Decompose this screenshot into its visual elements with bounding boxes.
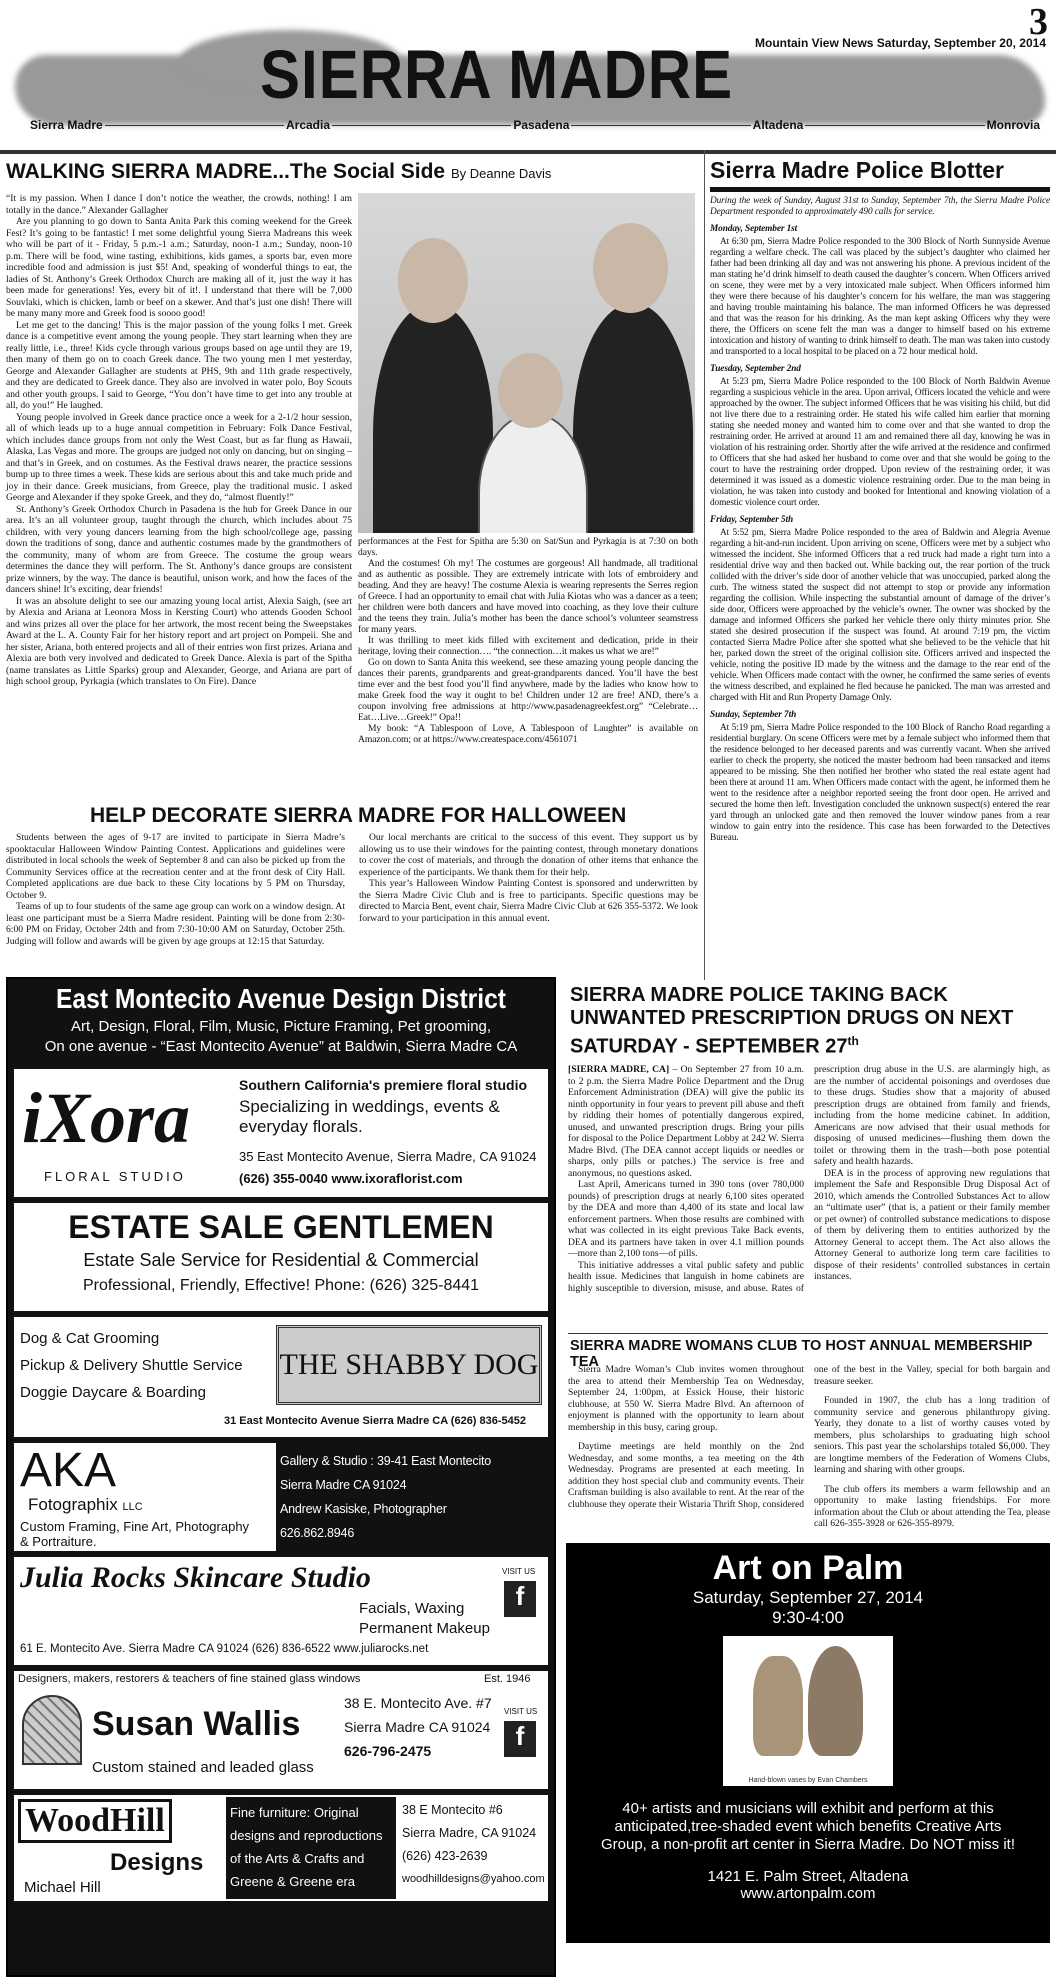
- visit-us-label: VISIT US: [502, 1567, 536, 1576]
- woodhill-ad: [14, 1795, 548, 1901]
- divider: [568, 1333, 1048, 1334]
- julia-logo: Julia Rocks Skincare Studio: [20, 1561, 371, 1594]
- paragraph: Founded in 1907, the club has a long tradition of community service and generous philanthropy giving. Yearly, they donate to a list of worthy causes voted by members, plus scholarships to graduating high school seniors. This past year the scholarships totaled $6,000. They are longtime members of the Federation of Womens Clubs, learning and sharing with other groups.: [814, 1395, 1050, 1475]
- paragraph: Our local merchants are critical to the success of this event. They support us by allowing us to use their windows for the painting contest, through monetary donations to cover the cost of materials, and through the donation of other items that enhance the experience of the participants. We thank them for their help.: [359, 832, 698, 878]
- paragraph: Daytime meetings are held monthly on the 2nd Wednesday, and some months, a tea meeting on the 4th Wednesday. Programs are presented at each meeting. In addition they host special club and community events. Their Craftsman building is also available to rent. At the rear of the clubhouse they operate their Wistaria Thrift Shop, considered one of the best in the Valley, special for both bargain and treasure seeker.: [568, 1364, 1050, 1510]
- womens-club-headline: SIERRA MADRE WOMANS CLUB TO HOST ANNUAL MEMBERSHIP TEA: [570, 1338, 1033, 1370]
- ad-line: Sierra Madre CA 91024: [280, 1478, 407, 1492]
- paragraph: – On September 27 from 10 a.m. to 2 p.m. the Sierra Madre Police Department and the Drug Enforcement Administration (DEA) will give the public its ninth opportunity in four years to prevent pill abuse and theft by ridding their homes of potentially dangerous expired, unused, and unwanted prescription drugs. Bring your pills for disposal to the Police Department Lobby at 242 W. Sierra Madre Blvd. (The DEA cannot accept liquids or needles or sharps, only pills or patches.) The service is free and anonymous, no questions asked.: [568, 1064, 805, 1179]
- ixora-sub: FLORAL STUDIO: [44, 1169, 186, 1184]
- ad-line: designs and reproductions: [230, 1828, 383, 1843]
- city: Monrovia: [986, 118, 1040, 132]
- city-line: [30, 118, 1040, 132]
- ad-line: Greene & Greene era: [230, 1874, 356, 1889]
- estate-sale-ad: [14, 1203, 548, 1311]
- blotter-entry: At 5:19 pm, Sierra Madre Police responded to the 100 Block of Rancho Road regarding a residential burglary. On scene Officers were met by a female subject who informed them that the residence belonged to her deceased parents and was currently vacant. When she arrived earlier to check the property, she noticed the master bedroom had been ransacked and items appeared to be missing. She then notified her brother who stated the real estate agent had been there at around 11 am. When Officers made contact with the agent, he informed them he went to the residence after a neighbor reported seeing the front door open. He arrived and secured the home then left. Investigation concluded the unknown suspect(s) entered the rear yard through an unlocked gate and then removed the louver window panes from a rear window to gain entry into the residence. This case has been forwarded to the Detectives Bureau.: [710, 723, 1050, 843]
- art-address: 1421 E. Palm Street, Altadena: [707, 1868, 909, 1885]
- ad-line: & Portraiture.: [20, 1534, 97, 1549]
- ad-line: 626-796-2475: [344, 1743, 432, 1759]
- facebook-icon[interactable]: f: [504, 1721, 536, 1757]
- ad-line: 626.862.8946: [280, 1526, 355, 1540]
- blotter-date: Friday, September 5th: [710, 515, 794, 525]
- ixora-ad: [14, 1069, 548, 1197]
- ad-line: Facials, Waxing: [359, 1600, 465, 1617]
- aka-logo: AKA: [20, 1444, 117, 1497]
- paragraph: Are you planning to go down to Santa Anita Park this coming weekend for the Greek Fest? It’s going to be fantastic! I met some delightful young Sierra Madreans this week who will be part of it - Friday, 5 p.m.-1 a.m.; Saturday, noon-1 a.m.; Sunday, noon-10 p.m. There will be food, wine tasting, exhibitions, kids games, a sports bar, even more incredible food and admission is just $5! And, speaking of wonderful things to eat, the ladies of St. Anthony’s Greek Orthodox Church are making all of it, just the way it has been made for generations! Yes, every bit of it!. I understand that there will be 7,000 Souvlaki, which is chicken, lamb or beef on a skewer. And that’s just one dish! There will be many many more and Greek food is soooo good!: [6, 216, 352, 319]
- ad-line: Permanent Makeup: [359, 1620, 490, 1637]
- ad-line: Custom Framing, Fine Art, Photography: [20, 1519, 250, 1534]
- masthead: [0, 0, 1056, 165]
- womens-club-body: [568, 1364, 1050, 1530]
- ad-line: Estate Sale Service for Residential & Commercial: [83, 1250, 479, 1270]
- district-line: On one avenue - “East Montecito Avenue” at Baldwin, Sierra Madre CA: [44, 1038, 518, 1055]
- paragraph: “It is my passion. When I dance I don’t notice the weather, the crowds, nothing! I am totally in the dance.” Alexander Gallagher: [6, 193, 352, 216]
- blotter-entry: At 5:23 pm, Sierra Madre Police responded to the 100 Block of North Baldwin Avenue regarding a suspicious vehicle in the area. Upon arrival, Officers located the vehicle and were approached by the owner. The subject informed Officers that he was visiting his child, but did not live there due to a restraining order. He stated his wife called him earlier that morning stating she needed money and wanted him to come over and that she wanted to drop the restraining order. He arrived at around 11 am and remained there all day, knowing he was in violation of his restraining order. Shortly after the wife arrived at the residence and confirmed to Officers that she had asked her husband to come over and that she would be going to the court to have the restraining order dropped. Upon review of the restraining order, it was determined it was issued as a domestic violence restraining order. Due to the man being in violation, he was taken into custody and booked for Intentional and knowing violation of a domestic violence court order.: [710, 377, 1050, 508]
- byline: By Deanne Davis: [450, 166, 552, 181]
- stained-glass-icon: [22, 1695, 82, 1765]
- city: Sierra Madre: [30, 118, 103, 132]
- paragraph: It was an absolute delight to see our amazing young local artist, Alexia Saigh, (see art by Alexia and Ariana at Leonora Moss in Kersting Court) who attends Gooden School and wins prizes all over the place for her artwork, the most recent being the Sweepstakes Award at the L. A. County Fair for her history report and art project on Pompeii. She and her sister, Ariana, both entered projects and all of their entries won first prizes. Ariana and Alexia are both very involved and dedicated to Greek Dance. Alexia is part of the Spitha (name translates as Little Sparks) group and Alexander, George, and Ariana are part of high school group, Pyrkagia (which translates to On Fire). Dance: [6, 595, 352, 687]
- masthead-rule: [0, 150, 1056, 154]
- ad-line: Dog & Cat Grooming: [20, 1330, 160, 1347]
- aka-fotographix-ad: [14, 1443, 548, 1551]
- paragraph: And the costumes! Oh my! The costumes are gorgeous! All handmade, all traditional and as authentic as possible. They are extremely intricate with lots of embroidery and beading. And they are heavy! The costume Alexia is wearing represents the Serres region of Greece. I had an opportunity to email chat with Julia Kiotas who was a dancer as a teen; her children were both dancers and have moved into coaching, as they love their culture and the teens they train. Julia’s mother has been the dance school’s volunteer seamstress for many years.: [358, 558, 698, 635]
- wallis-name: Susan Wallis: [92, 1705, 301, 1743]
- art-url-link[interactable]: www.artonpalm.com: [740, 1885, 876, 1902]
- ad-line: Fine furniture: Original: [230, 1805, 359, 1820]
- column-divider: [704, 150, 705, 980]
- ad-line: Michael Hill: [24, 1879, 101, 1896]
- district-line: Art, Design, Floral, Film, Music, Picture Framing, Pet grooming,: [70, 1018, 492, 1035]
- dateline: Mountain View News Saturday, September 20, 2014: [755, 36, 1046, 50]
- ad-line: (626) 355-0040 www.ixoraflorist.com: [239, 1171, 463, 1186]
- paragraph: performances at the Fest for Spitha are 5:30 on Sat/Sun and Pyrkagia is at 7:30 on both days.: [358, 536, 698, 558]
- shabby-dog-logo: THE SHABBY DOG: [276, 1325, 542, 1405]
- ad-line: Est. 1946: [484, 1673, 531, 1685]
- paragraph: Sierra Madre Woman’s Club invites women throughout the area to attend their Membership Tea on Wednesday, September 24, 1:00pm, at Essick House, their historic clubhouse, at 550 W. Sierra Madre Blvd. An afternoon of enjoyment is planned with the opportunity to learn about membership in this busy, caring group.: [568, 1364, 804, 1433]
- ixora-logo: iXora: [22, 1078, 191, 1158]
- blotter-date: Monday, September 1st: [710, 224, 798, 234]
- paragraph: St. Anthony’s Greek Orthodox Church in Pasadena is the hub for Greek Dance in our area. It’s an all volunteer group, taught through the church, which includes about 75 children, with very young dancers learning from the high school/college age, passing down the traditions of song, dance and authentic costumes made by the grandmothers of the community, many of whom are from Greece. The costume the group wears determines the dance they will perform. The St. Anthony’s dance groups are consistent prize winners, by the way. The dance is beautiful, unison work, and how the faces of the dancers shine! It’s exciting, dear friends!: [6, 503, 352, 595]
- ad-line: Professional, Friendly, Effective! Phone: (626) 325-8441: [82, 1277, 480, 1294]
- paper-title: SIERRA MADRE: [260, 35, 734, 114]
- ad-line: 38 E Montecito #6: [402, 1803, 503, 1817]
- walking-headline: WALKING SIERRA MADRE...The Social Side By Deanne Davis: [6, 160, 552, 183]
- city: Altadena: [752, 118, 804, 132]
- city: Pasadena: [513, 118, 570, 132]
- ad-line: Custom stained and leaded glass: [92, 1759, 314, 1776]
- district-title: East Montecito Avenue Design District: [55, 983, 506, 1014]
- ad-line: Pickup & Delivery Shuttle Service: [20, 1357, 243, 1374]
- woodhill-logo: WoodHill: [18, 1799, 172, 1843]
- ad-line: 61 E. Montecito Ave. Sierra Madre CA 91024 (626) 836-6522 www.juliarocks.net: [20, 1643, 429, 1655]
- facebook-icon[interactable]: f: [504, 1581, 536, 1617]
- walking-body-right: [358, 536, 698, 745]
- susan-wallis-ad: [14, 1671, 548, 1789]
- dancers-photo: [358, 193, 695, 533]
- blotter-date: Tuesday, September 2nd: [710, 364, 801, 374]
- paragraph: This initiative addresses a vital public safety and public health issue. Medicines that languish in home cabinets are highly susceptible to diversion, misuse, and abuse. Rates of prescription drug abuse in the U.S. are alarmingly high, as are the number of accidental poisonings and overdoses due to these drugs. Studies show that a majority of abused prescription drugs are obtained from family and friends, including from the home medicine cabinet. In addition, Americans are now advised that their usual methods for disposing of unused medicines—flushing them down the toilet or throwing them in the trash—both pose potential safety and health hazards.: [568, 1064, 1050, 1294]
- paragraph: The club offers its members a warm fellowship and an opportunity to make lasting friendships. For more information about the Club or about attending the Tea, please call 626-355-3928 or 626-355-8979.: [814, 1483, 1050, 1529]
- ad-line: Doggie Daycare & Boarding: [20, 1384, 206, 1401]
- art-body: 40+ artists and musicians will exhibit and perform at this anticipated,tree-shaded event which benefits Creative Arts Group, a non-profit art center in Sierra Madre. Do NOT miss it!: [600, 1800, 1016, 1853]
- walking-body-left: [6, 193, 352, 688]
- blotter-entry: At 5:52 pm, Sierra Madre Police responded to the area of Baldwin and Alegria Avenue regarding a hit-and-run incident. Upon arriving on scene, Officers were met by a subject who witnessed the incident. She informed Officers that a red truck had made a right turn into a residential drive way and then backed out. While backing out, the rear portion of the truck collided with the driver’s side door of another vehicle that was unoccupied, parked along the curb. The witness stated the suspect did not attempt to stop or provide any information regarding the collision. While inspecting the substantial amount of damage of the driver’s side door, Officers were approached by the vehicle’s owner. The owner was shocked by the damage and informed Officers she parked her vehicle there only thirty minutes prior. She stated she desired prosecution if the suspect was found. At around 7:19 pm, the victim contacted Sierra Madre Police after she spotted what she believed to be the vehicle that hit her, parked down the street of the original collision site. Officers arrived and inspected the vehicle, noting the positive ID made by the witness and the damage to the rear end of the vehicle. When Officers made contact with the owner, he confirmed the same series of events the witness described, and explained he fled because he panicked. The man was arrested and charged with Hit and Run Property Damage Only.: [710, 528, 1050, 703]
- blotter-intro: During the week of Sunday, August 31st to Sunday, September 7th, the Sierra Madre Police Department responded to approximately 490 calls for service.: [710, 196, 1050, 217]
- vases-photo: [723, 1636, 893, 1786]
- blotter-headline: Sierra Madre Police Blotter: [710, 157, 1004, 183]
- paragraph: Go on down to Santa Anita this weekend, see these amazing young people dancing the dances their parents, grandparents and great-grandparents danced. You’ll have the best time ever and the best food you’ll find anywhere, made by the ladies who know how to make Greek food the way it ought to be! Children under 12 are free! AND, there’s a coupon involving free admissions at http://www.pasadenagreekfest.org” “Celebrate…Eat…Live…Greek!” Opa!!: [358, 657, 698, 723]
- ad-line: of the Arts & Crafts and: [230, 1851, 365, 1866]
- visit-us-label: VISIT US: [504, 1707, 538, 1716]
- art-time: 9:30-4:00: [772, 1608, 844, 1627]
- blotter-rule: [710, 187, 1050, 192]
- photo-caption: Hand-blown vases by Evan Chambers: [748, 1777, 868, 1784]
- ad-line: Gallery & Studio : 39-41 East Montecito: [280, 1454, 492, 1468]
- drugs-body: [568, 1064, 1050, 1294]
- blotter-date: Sunday, September 7th: [710, 710, 797, 720]
- ad-line: 31 East Montecito Avenue Sierra Madre CA (626) 836-5452: [224, 1415, 527, 1427]
- julia-rocks-ad: [14, 1557, 548, 1665]
- ad-line: Sierra Madre CA 91024: [344, 1719, 491, 1735]
- paragraph: This year’s Halloween Window Painting Contest is sponsored and underwritten by the Sierra Madre Civic Club and is free to participants. Specific questions may be directed to Marcia Bent, event chair, Sierra Madre Civic Club at 626 355-5372. We look forward to your participation in this annual event.: [359, 878, 698, 924]
- drugs-headline: SIERRA MADRE POLICE TAKING BACK UNWANTED PRESCRIPTION DRUGS ON NEXT SATURDAY - SEPTEMBER 27th: [570, 984, 1014, 1058]
- paragraph: My book: “A Tablespoon of Love, A Tablespoon of Laughter” is available on Amazon.com; or at https://www.createspace.com/4561071: [358, 723, 698, 745]
- halloween-body: [6, 832, 698, 947]
- paragraph: Last April, Americans turned in 390 tons (over 780,000 pounds) of prescription drugs at nearly 6,100 sites operated by the DEA and more than 4,400 of its state and local law enforcement partners. When those results are combined with what was collected in its eight previous Take Back events, DEA and its partners have taken in over 4.1 million pounds—more than 2,100 tons—of pills.: [568, 1179, 804, 1259]
- design-district-ad: [6, 977, 556, 1977]
- ad-line: (626) 423-2639: [402, 1849, 488, 1863]
- email-link[interactable]: woodhilldesigns@yahoo.com: [402, 1873, 545, 1885]
- blotter-entry: At 6:30 pm, Sierra Madre Police responded to the 300 Block of North Sunnyside Avenue regarding a welfare check. The call was placed by the subject’s daughter who claimed her father had been drinking all day and was not answering his phone. A previous incident of the man stating he’d drink himself to death caused the daughter’s concern. When Officers arrived on scene, they were met by a very intoxicated male subject. When Officers informed him they were there because of his daughter’s concern for his welfare, the man was staggering and having trouble maintaining his balance. The man informed Officers he was depressed and that was the reason for his drinking. As the man kept asking Officers why they were there, the Officers on scene felt the man was a danger to himself based on his extreme intoxication and history of wanting to drink himself to death. The man was taken into custody and transported to a local hospital to be placed on a 72 hour medical hold.: [710, 237, 1050, 357]
- shabby-dog-ad: [14, 1317, 548, 1437]
- ad-line: Sierra Madre, CA 91024: [402, 1826, 537, 1840]
- art-date: Saturday, September 27, 2014: [692, 1588, 924, 1607]
- ad-line: 35 East Montecito Avenue, Sierra Madre, CA 91024: [239, 1149, 537, 1164]
- ad-line: Designers, makers, restorers & teachers of fine stained glass windows: [18, 1673, 361, 1685]
- ad-line: 38 E. Montecito Ave. #7: [344, 1695, 492, 1711]
- ad-line: Specializing in weddings, events & everyday florals.: [239, 1097, 500, 1136]
- paragraph: Young people involved in Greek dance practice once a week for a 2-1/2 hour session, all of which leads up to a huge annual competition in February: Folk Dance Festival, which includes dance groups from not only the West Coast, but as far flung as Hawaii, Alaska, Las Vegas and more. The groups are judged not only on dancing, but on singing – and that’s in Greek, and on costumes. As the Festival draws nearer, the practice sessions bump up to three times a week. These kids are serious about this and take much pride and joy in their dance. Greek musicians, from Greece, play the traditional music. I asked George and Alexander if they spoke Greek, and they do, “almost fluently!”: [6, 411, 352, 503]
- ad-line: Andrew Kasiske, Photographer: [280, 1502, 447, 1516]
- paragraph: Teams of up to four students of the same age group can work on a window design. At least one participant must be a Sierra Madre resident. Painting will be done from 2:30-6:00 PM on Friday, October 24th and from 7:30-10:00 AM on Saturday, October 25th. Judging will follow and awards will be given by age groups at 12:15 that Saturday.: [6, 901, 345, 947]
- paragraph: It was thrilling to meet kids filled with excitement and dedication, pride in their heritage, loving their connection…. “the connection…it makes us what we are!”: [358, 635, 698, 657]
- paragraph: DEA is in the process of approving new regulations that implement the Safe and Responsible Drug Disposal Act of 2010, which amends the Controlled Substances Act to allow an “ultimate user” (that is, a patient or their family member or pet owner) of controlled substance medications to dispose of them by delivering them to entities authorized by the Attorney General to accept them. The Act also allows the Attorney General to authorize long term care facilities to dispose of their residents’ controlled substances in certain instances.: [814, 1167, 1050, 1282]
- aka-llc: LLC: [122, 1501, 143, 1513]
- drugs-dateline: [SIERRA MADRE, CA]: [568, 1064, 670, 1075]
- city: Arcadia: [286, 118, 331, 132]
- paragraph: Let me get to the dancing! This is the major passion of the young folks I met. Greek dance is a competitive event among the young people. They start learning when they are really little, i.e., three! Kids cycle through various groups based on age until they are 19, then many of them go on to coach Greek dance. The two young men I met yesterday, George and Alexander Gallagher are students at PHS, 9th and 11th grade respectively, and they are dedicated to Greek dance. They also are involved in water polo, Boy Scouts and other youth groups. I said to George, “You don’t have time to get into any trouble at all, do you!” He laughed.: [6, 319, 352, 411]
- page-number: 3: [1029, 1, 1048, 43]
- art-on-palm-ad: [566, 1543, 1050, 1943]
- aka-name: Fotographix: [28, 1495, 118, 1514]
- art-title: Art on Palm: [712, 1549, 904, 1587]
- ad-line: Southern California's premiere floral studio: [239, 1077, 528, 1093]
- paragraph: Students between the ages of 9-17 are invited to participate in Sierra Madre’s spooktacular Halloween Window Painting Contest. Applications and guidelines were distributed in local schools the week of September 8 and can also be picked up from the Community Services office at the recreation center and at the front desk of City Hall. Completed applications are due back to these City locations by 5 PM on Thursday, October 9.: [6, 832, 345, 901]
- woodhill-designs: Designs: [110, 1849, 204, 1876]
- estate-title: ESTATE SALE GENTLEMEN: [68, 1209, 494, 1245]
- halloween-headline: HELP DECORATE SIERRA MADRE FOR HALLOWEEN: [90, 804, 627, 827]
- blotter-body: [710, 196, 1050, 846]
